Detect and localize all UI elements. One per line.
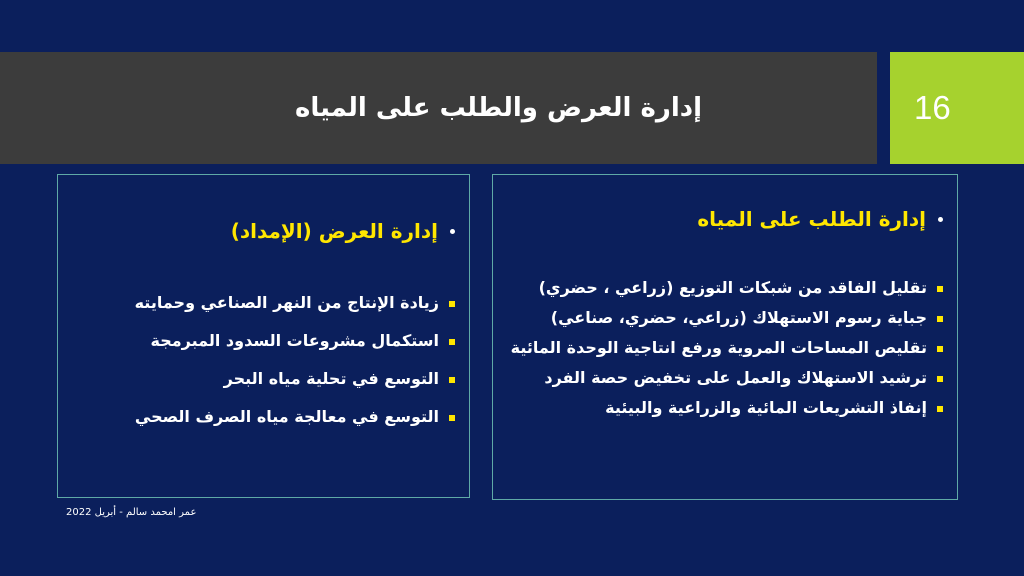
supply-list: [66, 291, 455, 443]
demand-heading: إدارة الطلب على المياه: [697, 207, 926, 231]
title-bar: [0, 52, 877, 164]
bullet-square-icon: [937, 346, 943, 352]
list-item: [501, 306, 943, 330]
bullet-dot-icon: [938, 217, 943, 222]
bullet-square-icon: [937, 286, 943, 292]
bullet-square-icon: [449, 301, 455, 307]
list-item-text: ترشيد الاستهلاك والعمل على تخفيض حصة الفرد: [544, 368, 927, 387]
bullet-square-icon: [937, 316, 943, 322]
list-item: [66, 291, 455, 315]
bullet-square-icon: [449, 415, 455, 421]
list-item-text: جباية رسوم الاستهلاك (زراعي، حضري، صناعي): [550, 308, 927, 327]
bullet-square-icon: [449, 377, 455, 383]
list-item-text: إنفاذ التشريعات المائية والزراعية والبيئية: [605, 398, 927, 417]
slide-footer: عمر امحمد سالم - أبريل 2022: [66, 507, 197, 518]
panel-heading: [231, 219, 455, 243]
slide-number-box: [890, 52, 1024, 164]
slide-title: إدارة العرض والطلب على المياه: [295, 93, 702, 123]
bullet-square-icon: [937, 406, 943, 412]
list-item-text: التوسع في معالجة مياه الصرف الصحي: [134, 407, 439, 426]
list-item: [501, 336, 943, 360]
list-item: [66, 405, 455, 429]
list-item: [66, 367, 455, 391]
list-item-text: تقليص المساحات المروية ورفع انتاجية الوحدة المائية: [510, 338, 927, 357]
list-item: [501, 366, 943, 390]
list-item-text: التوسع في تحلية مياه البحر: [223, 369, 439, 388]
list-item: [66, 329, 455, 353]
bullet-dot-icon: [450, 229, 455, 234]
slide-number: 16: [914, 89, 951, 126]
list-item-text: زيادة الإنتاج من النهر الصناعي وحمايته: [134, 293, 439, 312]
list-item: [501, 396, 943, 420]
supply-management-panel: [57, 174, 470, 498]
list-item: [501, 276, 943, 300]
bullet-square-icon: [449, 339, 455, 345]
bullet-square-icon: [937, 376, 943, 382]
supply-heading: إدارة العرض (الإمداد): [230, 219, 438, 243]
panel-heading: [697, 207, 943, 231]
demand-list: [501, 276, 943, 426]
demand-management-panel: [492, 174, 958, 500]
list-item-text: استكمال مشروعات السدود المبرمجة: [150, 331, 439, 350]
list-item-text: تقليل الفاقد من شبكات التوزيع (زراعي ، حضري): [538, 278, 927, 297]
